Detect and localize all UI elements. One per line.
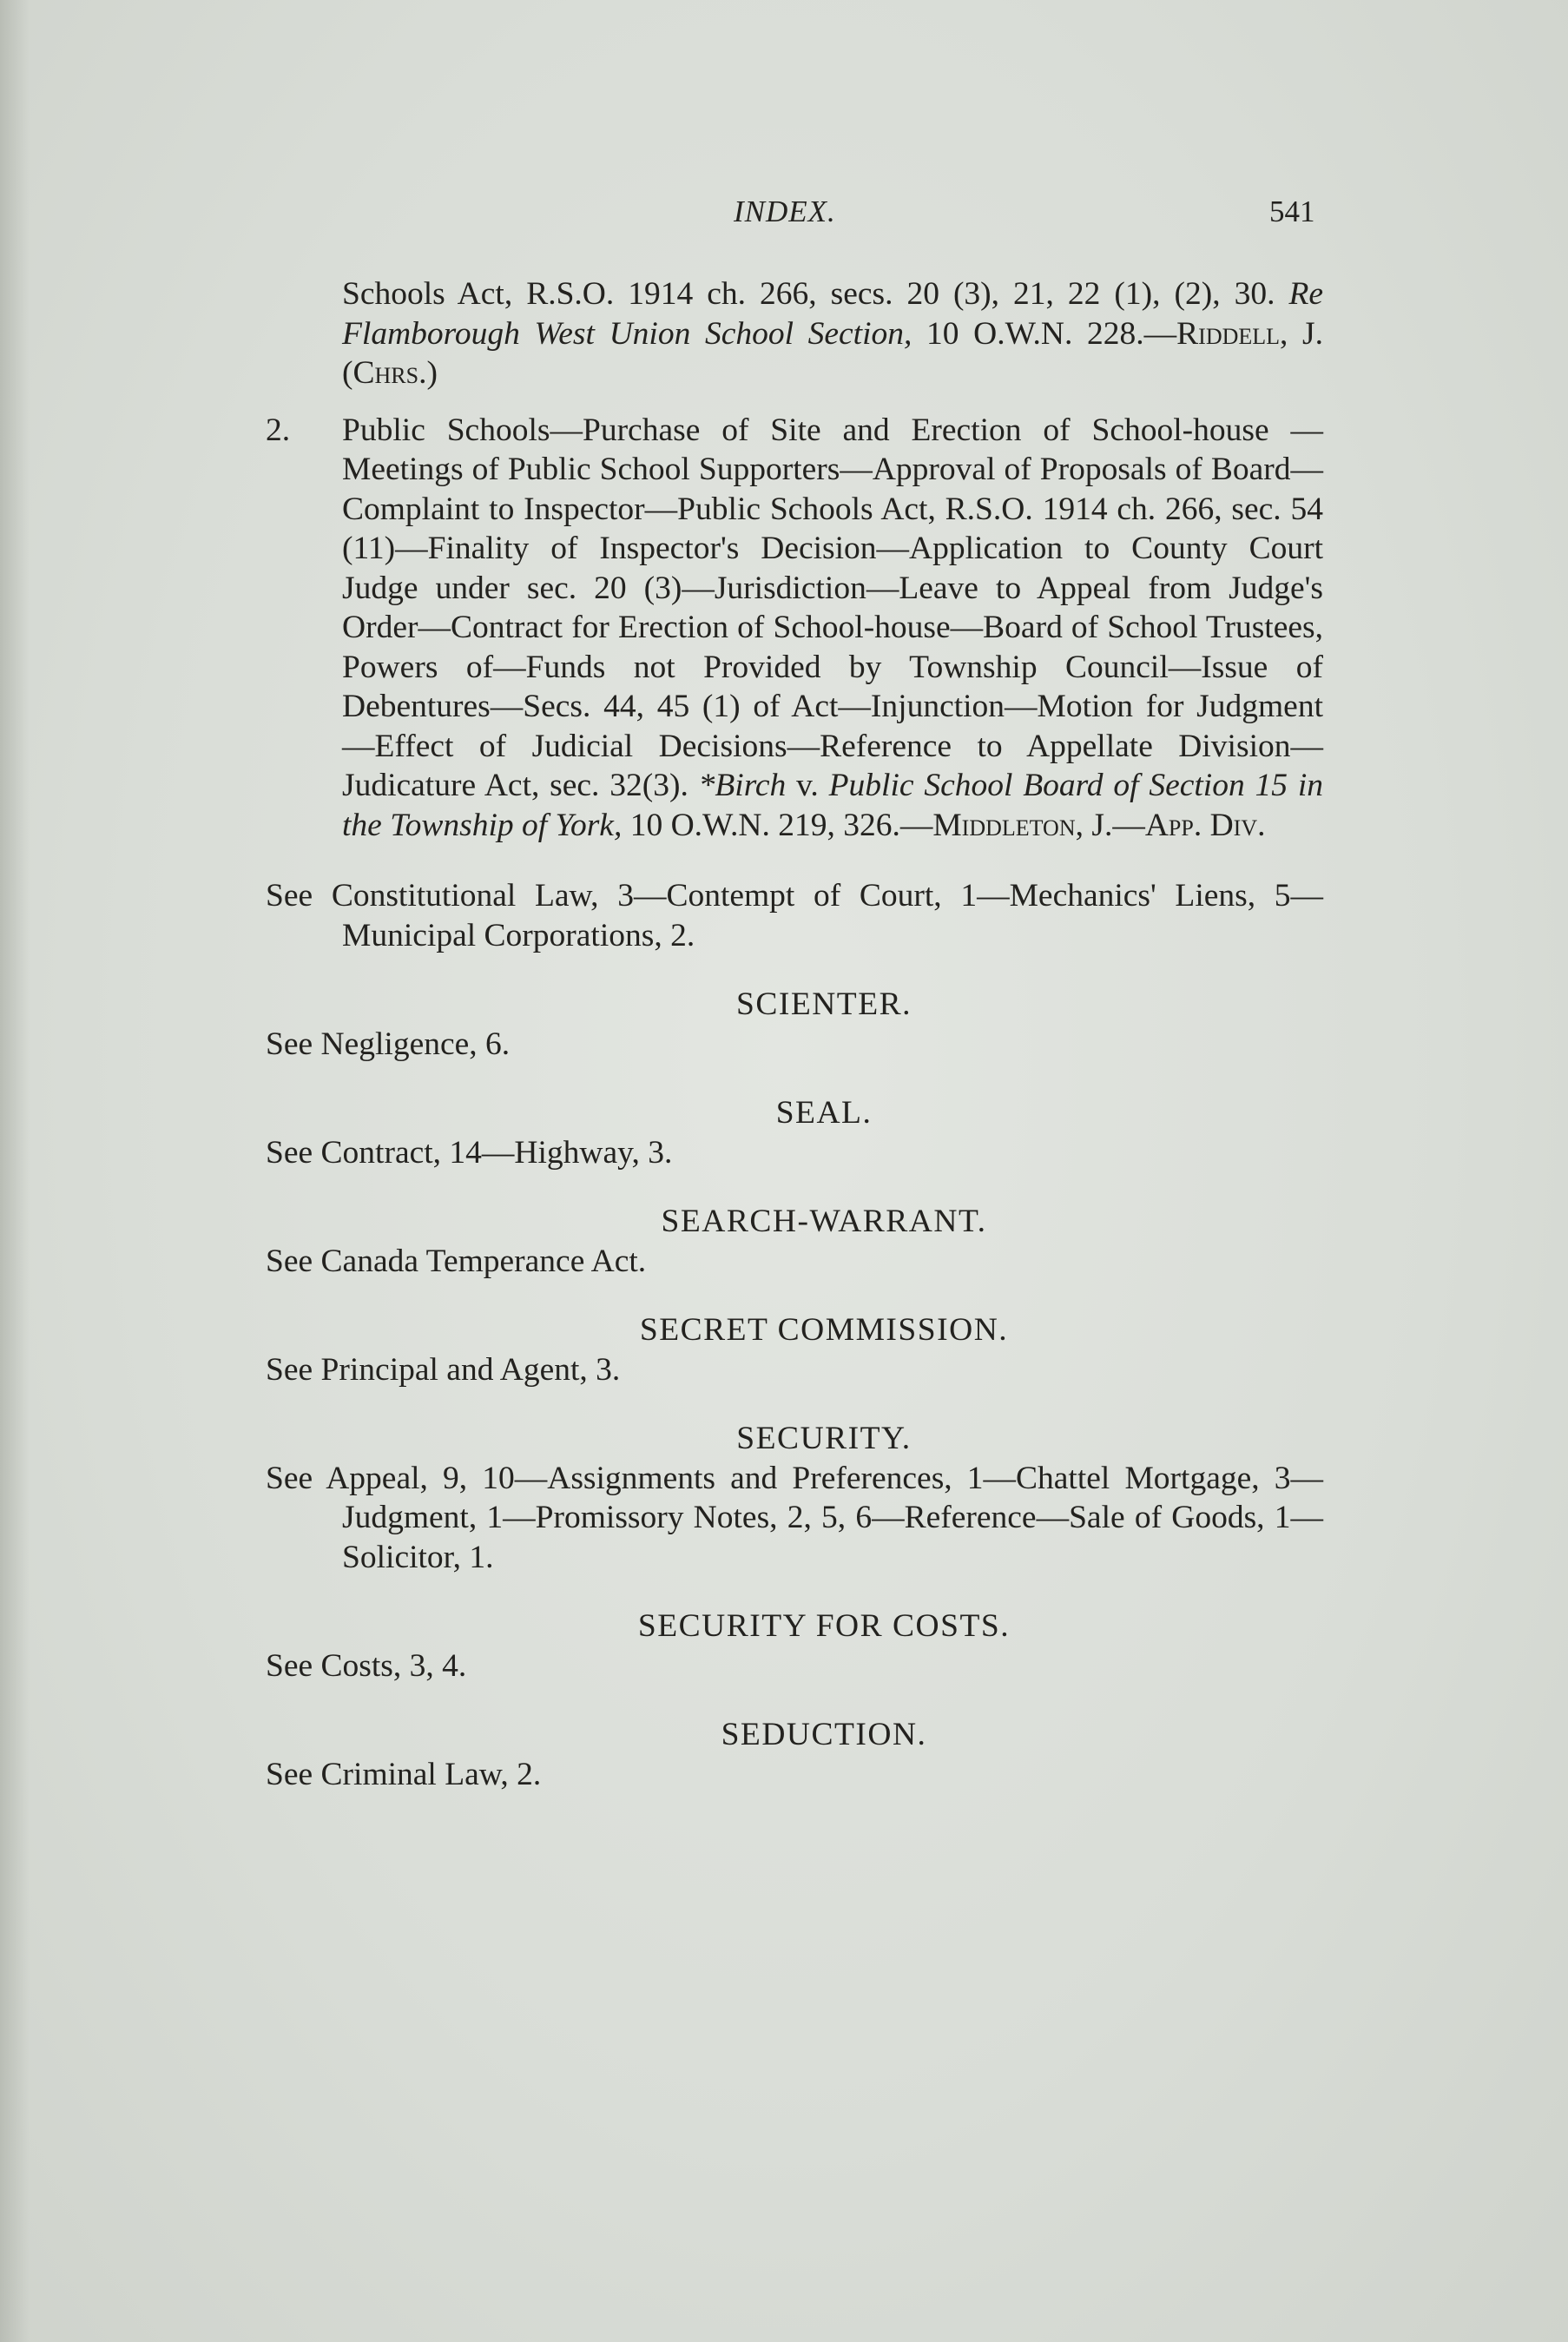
section-security <box>266 1419 1323 1577</box>
section-heading: SCIENTER. <box>735 986 912 1022</box>
section-heading: SEARCH-WARRANT. <box>661 1204 987 1239</box>
entry-text: ) <box>426 355 438 391</box>
see-reference <box>266 1242 1323 1282</box>
section-search-warrant <box>266 1202 1323 1281</box>
see-label: See <box>266 1026 313 1062</box>
case-name: Re Flamborough West Union School Section, <box>342 276 1323 352</box>
court-name: App. Div. <box>1144 807 1266 843</box>
see-text: Criminal Law, 2. <box>320 1756 542 1792</box>
case-name: Public School Board of Section 15 in the Township of York, <box>342 768 1323 843</box>
see-text: Costs, 3, 4. <box>320 1647 467 1684</box>
see-label: See <box>266 1756 313 1792</box>
entry-number: 2. <box>266 412 291 448</box>
section-scienter <box>266 985 1323 1064</box>
judge-name: Riddell <box>1176 315 1281 352</box>
case-name: *Birch <box>698 768 787 803</box>
see-reference <box>266 1755 1323 1795</box>
see-label: See <box>266 1460 313 1496</box>
judge-name: Middleton <box>932 807 1076 843</box>
entry-text: v. <box>786 768 829 803</box>
continued-entry <box>266 274 1323 393</box>
see-text: Negligence, 6. <box>320 1026 511 1062</box>
section-secret-commission <box>266 1310 1323 1389</box>
section-heading: SECURITY FOR COSTS. <box>637 1608 1011 1644</box>
see-label: See <box>266 1243 313 1279</box>
see-reference <box>266 1025 1323 1065</box>
see-reference <box>266 1646 1323 1686</box>
see-text: Constitutional Law, 3—Contempt of Court, 1—Mechanics' Liens, 5—Municipal Corporations, 2. <box>331 878 1324 953</box>
section-seduction <box>266 1715 1323 1794</box>
binding-shadow <box>0 0 30 2342</box>
entry-citation: 10 O.W.N. 219, 326.— <box>622 807 933 843</box>
section-heading: SECRET COMMISSION. <box>639 1312 1009 1348</box>
entry-citation: 10 O.W.N. 228.— <box>912 315 1177 352</box>
see-text: Contract, 14—Highway, 3. <box>320 1134 673 1171</box>
section-heading: SEDUCTION. <box>721 1717 927 1752</box>
see-text: Appeal, 9, 10—Assignments and Preferences, 1—Chattel Mortgage, 3—Judgment, 1—Promissory Notes, 2, 5, 6—Reference—Sale of Goods, 1—Solicitor, 1. <box>326 1460 1323 1575</box>
running-header <box>0 195 1568 238</box>
index-entry-2 <box>266 411 1323 846</box>
entry-text: , J. ( <box>342 315 1324 391</box>
page-number: 541 <box>1269 195 1315 228</box>
see-also-reference <box>266 876 1323 955</box>
see-label: See <box>266 878 313 914</box>
court-name: Chrs. <box>352 355 427 391</box>
see-reference <box>266 1459 1323 1578</box>
entry-text: Public Schools—Purchase of Site and Erection of School-house —Meetings of Public School Supporters—Approval of Proposals of Board—Complaint to Inspector—Public Schools Act, R.S.O. 1914 ch. 266, sec. 54 (11)—Finality of Inspector's Decision—Application to County Court Judge under sec. 20 (3)—Jurisdiction—Leave to Appeal from Judge's Order—Contract for Erection of School-house—Board of School Trustees, Powers of—Funds not Provided by Township Council—Issue of Debentures—Secs. 44, 45 (1) of Act—Injunction—Motion for Judgment—Effect of Judicial Decisions—Reference to Appellate Division—Judicature Act, sec. 32(3). <box>342 412 1323 803</box>
see-label: See <box>266 1351 313 1388</box>
section-security-for-costs <box>266 1606 1323 1686</box>
see-label: See <box>266 1134 313 1171</box>
entry-text: Schools Act, R.S.O. 1914 ch. 266, secs. 20 (3), 21, 22 (1), (2), 30. <box>342 276 1289 312</box>
index-body <box>266 274 1323 1794</box>
see-label: See <box>266 1647 313 1684</box>
section-seal <box>266 1093 1323 1172</box>
section-heading: SEAL. <box>775 1095 873 1131</box>
see-text: Canada Temperance Act. <box>320 1243 647 1279</box>
running-title: INDEX. <box>734 195 836 228</box>
see-text: Principal and Agent, 3. <box>320 1351 621 1388</box>
section-heading: SECURITY. <box>736 1421 912 1456</box>
entry-text: , J.— <box>1075 807 1145 843</box>
see-reference <box>266 1350 1323 1390</box>
see-reference <box>266 1133 1323 1173</box>
